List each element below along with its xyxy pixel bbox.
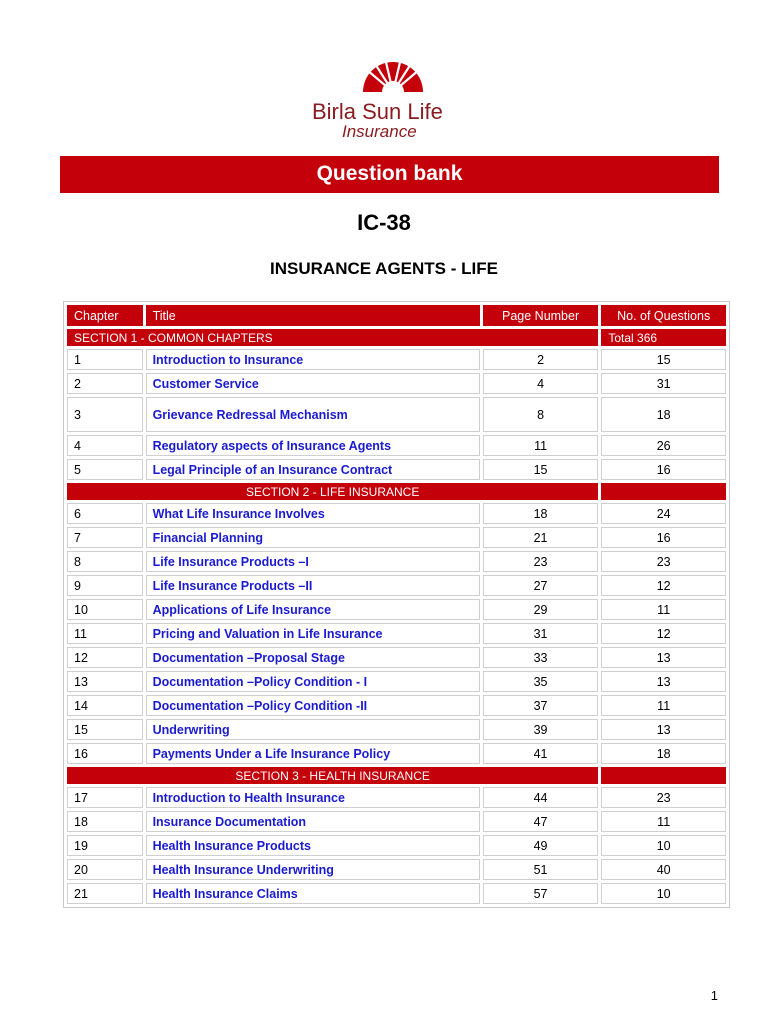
chapter-cell: 17 — [67, 787, 143, 808]
chapter-cell: 5 — [67, 459, 143, 480]
chapter-cell: 19 — [67, 835, 143, 856]
title-cell: Insurance Documentation — [146, 811, 480, 832]
table-row — [67, 787, 726, 808]
page-cell: 44 — [483, 787, 599, 808]
page-cell: 29 — [483, 599, 599, 620]
chapter-cell: 4 — [67, 435, 143, 456]
questions-cell: 13 — [601, 719, 726, 740]
table-row — [67, 349, 726, 370]
questions-cell: 13 — [601, 671, 726, 692]
table-row — [67, 397, 726, 432]
questions-cell: 10 — [601, 883, 726, 904]
chapter-cell: 7 — [67, 527, 143, 548]
page-cell: 33 — [483, 647, 599, 668]
questions-cell: 40 — [601, 859, 726, 880]
chapter-cell: 1 — [67, 349, 143, 370]
table-row — [67, 575, 726, 596]
page-cell: 11 — [483, 435, 599, 456]
title-cell: Underwriting — [146, 719, 480, 740]
title-cell: Payments Under a Life Insurance Policy — [146, 743, 480, 764]
section-empty-cell — [601, 767, 726, 784]
table-row — [67, 373, 726, 394]
title-cell: Grievance Redressal Mechanism — [146, 397, 480, 432]
page-cell: 15 — [483, 459, 599, 480]
question-bank-banner: Question bank — [60, 156, 719, 193]
table-row — [67, 883, 726, 904]
chapter-cell: 14 — [67, 695, 143, 716]
table-row — [67, 811, 726, 832]
exam-subtitle: INSURANCE AGENTS - LIFE — [270, 259, 498, 278]
brand-name: Birla Sun Life — [312, 99, 443, 124]
section-row — [67, 483, 726, 500]
chapter-cell: 21 — [67, 883, 143, 904]
title-cell: Life Insurance Products –I — [146, 551, 480, 572]
chapters-table — [63, 301, 730, 908]
title-cell: Introduction to Insurance — [146, 349, 480, 370]
header-page-number: Page Number — [483, 305, 599, 326]
title-cell: Health Insurance Underwriting — [146, 859, 480, 880]
section-label: SECTION 2 - LIFE INSURANCE — [67, 483, 598, 500]
table-row — [67, 623, 726, 644]
page-cell: 8 — [483, 397, 599, 432]
title-cell: Regulatory aspects of Insurance Agents — [146, 435, 480, 456]
page-cell: 31 — [483, 623, 599, 644]
page-cell: 23 — [483, 551, 599, 572]
table-row — [67, 551, 726, 572]
questions-cell: 11 — [601, 695, 726, 716]
table-header-row — [67, 305, 726, 326]
table-row — [67, 503, 726, 524]
chapter-cell: 2 — [67, 373, 143, 394]
chapter-cell: 18 — [67, 811, 143, 832]
page-cell: 51 — [483, 859, 599, 880]
section-label: SECTION 3 - HEALTH INSURANCE — [67, 767, 598, 784]
table-row — [67, 695, 726, 716]
chapter-cell: 13 — [67, 671, 143, 692]
section-row — [67, 767, 726, 784]
title-cell: Documentation –Proposal Stage — [146, 647, 480, 668]
table-row — [67, 859, 726, 880]
brand-logo — [308, 58, 478, 142]
page-number: 1 — [710, 988, 718, 1003]
header-title: Title — [146, 305, 480, 326]
page-cell: 27 — [483, 575, 599, 596]
title-cell: Life Insurance Products –II — [146, 575, 480, 596]
questions-cell: 18 — [601, 743, 726, 764]
questions-cell: 13 — [601, 647, 726, 668]
title-cell: Health Insurance Claims — [146, 883, 480, 904]
chapter-cell: 15 — [67, 719, 143, 740]
page-cell: 37 — [483, 695, 599, 716]
table-row — [67, 835, 726, 856]
questions-cell: 11 — [601, 811, 726, 832]
chapter-cell: 11 — [67, 623, 143, 644]
section-label: SECTION 1 - COMMON CHAPTERS — [67, 329, 598, 346]
table-row — [67, 743, 726, 764]
header-chapter: Chapter — [67, 305, 143, 326]
header-questions: No. of Questions — [601, 305, 726, 326]
questions-cell: 16 — [601, 527, 726, 548]
table-row — [67, 647, 726, 668]
questions-cell: 15 — [601, 349, 726, 370]
table-row — [67, 435, 726, 456]
questions-cell: 23 — [601, 787, 726, 808]
title-cell: Health Insurance Products — [146, 835, 480, 856]
title-cell: Customer Service — [146, 373, 480, 394]
title-cell: Introduction to Health Insurance — [146, 787, 480, 808]
questions-cell: 24 — [601, 503, 726, 524]
page-cell: 57 — [483, 883, 599, 904]
questions-cell: 16 — [601, 459, 726, 480]
section-empty-cell — [601, 483, 726, 500]
title-cell: Pricing and Valuation in Life Insurance — [146, 623, 480, 644]
title-cell: What Life Insurance Involves — [146, 503, 480, 524]
questions-cell: 26 — [601, 435, 726, 456]
questions-cell: 12 — [601, 575, 726, 596]
chapter-cell: 3 — [67, 397, 143, 432]
page-cell: 4 — [483, 373, 599, 394]
page-cell: 21 — [483, 527, 599, 548]
questions-cell: 11 — [601, 599, 726, 620]
questions-cell: 18 — [601, 397, 726, 432]
chapter-cell: 20 — [67, 859, 143, 880]
title-cell: Financial Planning — [146, 527, 480, 548]
questions-cell: 10 — [601, 835, 726, 856]
chapter-cell: 6 — [67, 503, 143, 524]
chapter-cell: 12 — [67, 647, 143, 668]
table-row — [67, 719, 726, 740]
title-cell: Documentation –Policy Condition - I — [146, 671, 480, 692]
questions-cell: 31 — [601, 373, 726, 394]
title-cell: Documentation –Policy Condition -II — [146, 695, 480, 716]
exam-code: IC-38 — [357, 210, 411, 235]
section-total: Total 366 — [601, 329, 726, 346]
page-cell: 49 — [483, 835, 599, 856]
section-row — [67, 329, 726, 346]
chapter-cell: 16 — [67, 743, 143, 764]
table-row — [67, 459, 726, 480]
page-cell: 18 — [483, 503, 599, 524]
questions-cell: 23 — [601, 551, 726, 572]
title-cell: Applications of Life Insurance — [146, 599, 480, 620]
page-cell: 2 — [483, 349, 599, 370]
chapter-cell: 9 — [67, 575, 143, 596]
questions-cell: 12 — [601, 623, 726, 644]
title-cell: Legal Principle of an Insurance Contract — [146, 459, 480, 480]
page-cell: 47 — [483, 811, 599, 832]
table-row — [67, 671, 726, 692]
page-cell: 39 — [483, 719, 599, 740]
brand-sub: Insurance — [342, 122, 417, 141]
page-cell: 35 — [483, 671, 599, 692]
chapter-cell: 10 — [67, 599, 143, 620]
sun-rays-icon — [308, 58, 478, 102]
chapter-cell: 8 — [67, 551, 143, 572]
page-cell: 41 — [483, 743, 599, 764]
table-row — [67, 527, 726, 548]
table-row — [67, 599, 726, 620]
